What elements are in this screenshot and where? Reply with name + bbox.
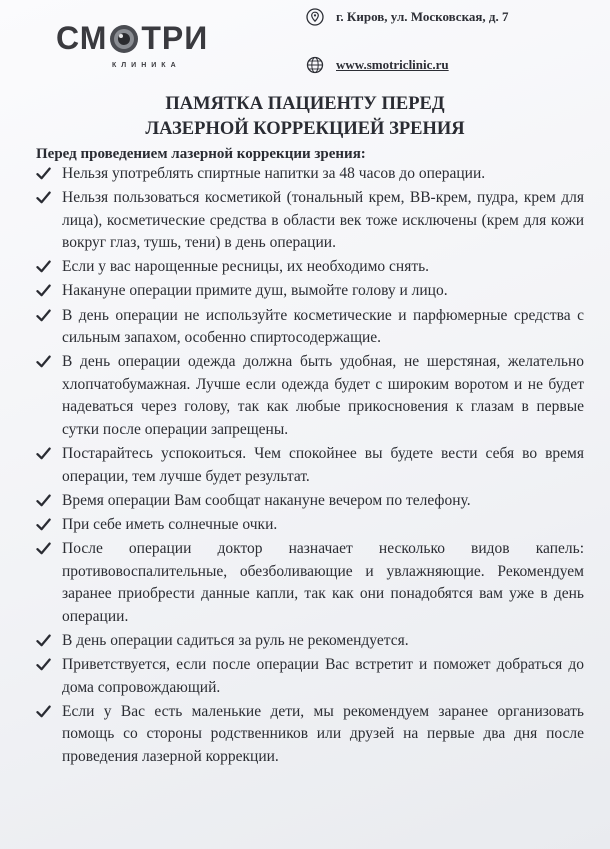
list-item-text: В день операции не используйте косметические и парфюмерные средства с сильным запахом, особенно спиртосодержащие. [62,306,584,347]
list-item-text: Накануне операции примите душ, вымойте голову и лицо. [62,282,448,300]
clinic-address [306,8,508,26]
eye-icon [109,24,139,54]
clinic-website[interactable] [306,56,449,74]
checkmark-icon [36,704,51,719]
clinic-logo [56,18,256,78]
list-item-text: Нельзя употреблять спиртные напитки за 48 часов до операции. [62,165,486,182]
address-text: г. Киров, ул. Московская, д. 7 [336,9,509,24]
checkmark-icon [36,446,51,461]
checkmark-icon [36,308,51,323]
list-item-text: После операции доктор назначает несколько видов капель: противовоспалительные, обезболивающие и увлажняющие. Рекомендуем заранее приобрести данные капли, так как они понадобятся вам уже в день операции. [62,540,584,625]
list-item [36,163,584,186]
list-item-text: Время операции Вам сообщат накануне вечером по телефону. [62,491,471,509]
location-pin-icon [306,8,324,26]
logo-subtitle: КЛИНИКА [112,62,181,69]
list-item [36,490,584,513]
checkmark-icon [36,354,51,369]
checkmark-icon [36,493,51,508]
logo-wordmark [56,18,256,58]
checkmark-icon [36,633,51,648]
list-item-text: Приветствуется, если после операции Вас встретит и поможет добраться до дома сопровождающий. [62,655,584,696]
list-item-text: В день операции садиться за руль не рекомендуется. [62,631,409,649]
checkmark-icon [36,166,51,181]
list-item [36,351,584,441]
globe-icon [306,56,324,74]
list-item [36,630,584,653]
checkmark-icon [36,259,51,274]
list-item [36,443,584,488]
checkmark-icon [36,541,51,556]
instruction-list [36,163,584,770]
title-line-1: ПАМЯТКА ПАЦИЕНТУ ПЕРЕД [165,94,445,114]
list-item [36,256,584,279]
list-item [36,187,584,255]
list-item-text: В день операции одежда должна быть удобная, не шерстяная, желательно хлопчатобумажная. Лучше если одежда будет с широким воротом и не будет надеваться через голову, так как любые прикосновения к глазам в первые сутки после операции запрещены. [62,353,584,439]
logo-text-right: ТРИ [141,20,209,56]
list-item-text: Если у вас нарощенные ресницы, их необходимо снять. [62,258,430,276]
list-item [36,280,584,303]
checkmark-icon [36,657,51,672]
list-item-text: Постарайтесь успокоиться. Чем спокойнее вы будете вести себя во время операции, тем лучше будет результат. [62,445,584,485]
checkmark-icon [36,517,51,532]
page-title [0,92,610,142]
checkmark-icon [36,283,51,298]
logo-text-left: СМ [56,20,108,56]
intro-heading: Перед проведением лазерной коррекции зрения: [36,146,366,162]
checkmark-icon [36,190,51,205]
list-item [36,305,584,350]
list-item-text: Нельзя пользоваться косметикой (тональный крем, ВВ-крем, пудра, крем для лица), косметические средства в области век тоже исключены (крем для кожи вокруг глаз, тушь, тени) в день операции. [62,189,584,252]
list-item [36,538,584,628]
website-link[interactable]: www.smotriclinic.ru [336,57,449,72]
list-item [36,514,584,537]
list-item [36,701,584,769]
title-line-2: ЛАЗЕРНОЙ КОРРЕКЦИЕЙ ЗРЕНИЯ [145,119,465,139]
list-item-text: Если у Вас есть маленькие дети, мы рекомендуем заранее организовать помощь со стороны родственников или друзей на первые два дня после проведения лазерной коррекции. [62,702,584,765]
list-item [36,654,584,699]
list-item-text: При себе иметь солнечные очки. [62,515,278,533]
